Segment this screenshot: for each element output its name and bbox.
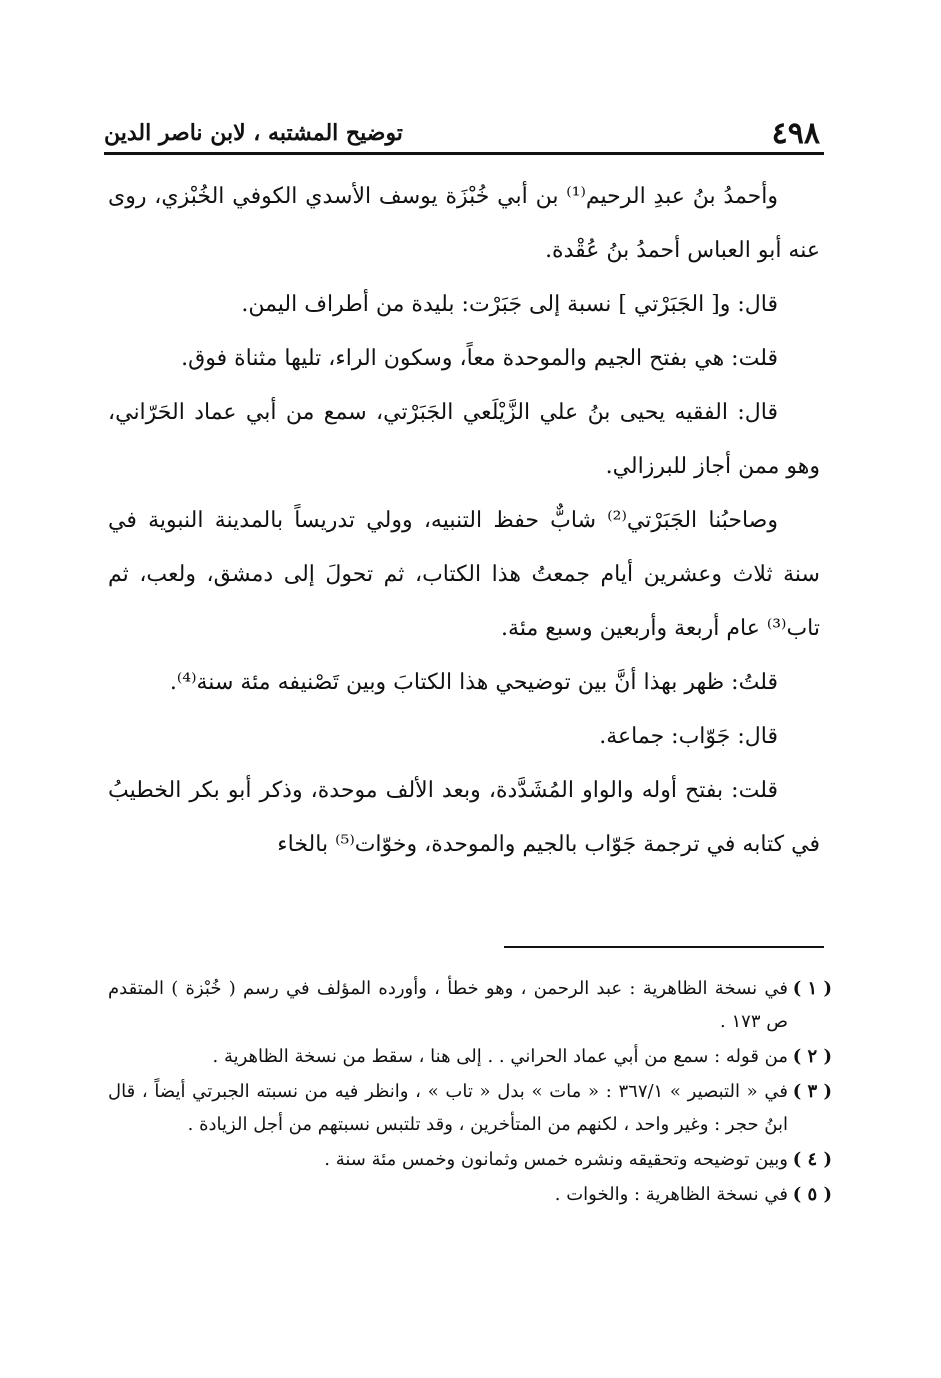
paragraph-4: قال: الفقيه يحيى بنُ علي الزَّيْلَعي الجَبَرْتي، سمع من أبي عماد الحَرّاني، وهو ممن أجاز للبرزالي. <box>108 400 820 479</box>
paragraph-6: قلتُ: ظهر بهذا أنَّ بين توضيحي هذا الكتابَ وبين تَصْنيفه مئة سنة⁽⁴⁾. <box>169 670 778 695</box>
footnote-text: من قوله : سمع من أبي عماد الحراني . . إلى هنا ، سقط من نسخة الظاهرية . <box>212 1046 788 1067</box>
footnote-separator <box>504 946 824 948</box>
footnote-1 <box>108 972 832 1038</box>
paragraph-8: قلت: بفتح أوله والواو المُشَدَّدة، وبعد الألف موحدة، وذكر أبو بكر الخطيبُ في كتابه في ترجمة جَوّاب بالجيم والموحدة، وخوّات⁽⁵⁾ بالخاء <box>108 778 820 857</box>
footnotes <box>108 972 832 1213</box>
header-rule <box>104 152 824 155</box>
footnote-number: ( ٥ ) <box>792 1184 832 1205</box>
paragraph-1: وأحمدُ بنُ عبدِ الرحيم⁽¹⁾ بن أبي خُبْزَة يوسف الأسدي الكوفي الخُبْزي، روى عنه أبو العباس أحمدُ بنُ عُقْدة. <box>108 184 820 263</box>
page-number: ٤٩٨ <box>771 116 820 151</box>
footnote-number: ( ١ ) <box>792 978 832 999</box>
main-text <box>108 170 820 872</box>
page-header <box>104 116 824 156</box>
footnote-text: في « التبصير » ٣٦٧/١ : « مات » بدل « تاب » ، وانظر فيه من نسبته الجبرتي أيضاً ، قال ابنُ حجر : وغير واحد ، لكنهم من المتأخرين ، وقد تلتبس نسبتهم من أجل الزيادة . <box>108 1081 788 1135</box>
paragraph-3: قلت: هي بفتح الجيم والموحدة معاً، وسكون الراء، تليها مثناة فوق. <box>181 346 778 371</box>
footnote-number: ( ٣ ) <box>792 1081 832 1102</box>
footnote-3 <box>108 1075 832 1141</box>
footnote-number: ( ٢ ) <box>792 1046 832 1067</box>
paragraph-7: قال: جَوّاب: جماعة. <box>599 724 778 749</box>
paragraph-2: قال: و[ الجَبَرْتي ] نسبة إلى جَبَرْت: بليدة من أطراف اليمن. <box>241 292 778 317</box>
footnote-text: وبين توضيحه وتحقيقه ونشره خمس وثمانون وخمس مئة سنة . <box>324 1149 788 1170</box>
footnote-text: في نسخة الظاهرية : والخوات . <box>554 1184 788 1205</box>
footnote-4 <box>108 1143 832 1176</box>
footnote-text: في نسخة الظاهرية : عبد الرحمن ، وهو خطأ ، وأورده المؤلف في رسم ( خُبْزة ) المتقدم ص ١٧٣ . <box>108 978 788 1032</box>
footnote-5 <box>108 1178 832 1211</box>
footnote-2 <box>108 1040 832 1073</box>
paragraph-5: وصاحبُنا الجَبَرْتي⁽²⁾ شابٌّ حفظ التنبيه، وولي تدريساً بالمدينة النبوية في سنة ثلاث وعشرين أيام جمعتُ هذا الكتاب، ثم تحولَ إلى دمشق، ولعب، ثم تاب⁽³⁾ عام أربعة وأربعين وسبع مئة. <box>108 508 820 641</box>
running-title: توضيح المشتبه ، لابن ناصر الدين <box>104 120 403 146</box>
footnote-number: ( ٤ ) <box>792 1149 832 1170</box>
